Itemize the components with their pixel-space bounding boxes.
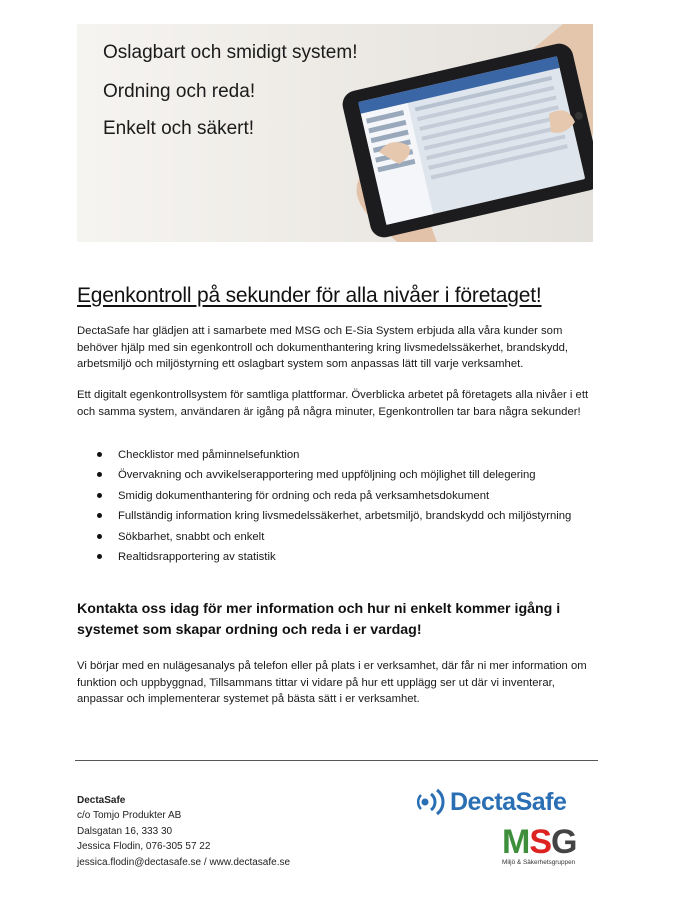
bullet-icon	[97, 554, 102, 559]
tablet-in-hands-image	[327, 24, 593, 242]
contact-company: DectaSafe	[77, 795, 126, 806]
intro-paragraph: DectaSafe har glädjen att i samarbete med MSG och E-Sia System erbjuda alla våra kunder som behöver hjälp med sin egenkontroll och dokumenthantering kring livsmedelssäkerhet, brandskydd, arbetsmiljö och miljöstyrning ett oslagbart system som anpassas lätt till varje verksamhet.	[77, 325, 569, 371]
dectasafe-signal-icon	[417, 788, 447, 816]
list-item: Övervakning och avvikelserapportering med uppföljning och möjlighet till delegering	[97, 467, 571, 487]
main-heading: Egenkontroll på sekunder för alla nivåer i företaget!	[77, 284, 542, 307]
list-item: Fullständig information kring livsmedelssäkerhet, arbetsmiljö, brandskydd och miljöstyrning	[97, 508, 571, 528]
hero-line-3: Enkelt och säkert!	[103, 118, 255, 139]
bullet-icon	[97, 534, 102, 539]
dectasafe-wordmark: DectaSafe	[450, 787, 567, 816]
hero-line-1: Oslagbart och smidigt system!	[103, 42, 358, 63]
feature-list	[97, 447, 571, 569]
overview-paragraph: Ett digitalt egenkontrollsystem för samtliga plattformar. Överblicka arbetet på företagets alla nivåer i ett och samma system, användaren är igång på några minuter, Egenkontrollen tar bara några sekunder!	[77, 389, 589, 418]
list-item: Sökbarhet, snabbt och enkelt	[97, 529, 571, 549]
contact-email-web[interactable]: jessica.flodin@dectasafe.se / www.dectasafe.se	[77, 856, 291, 868]
contact-address: Dalsgatan 16, 333 30	[77, 825, 173, 837]
hero-banner	[77, 24, 593, 242]
hero-line-2: Ordning och reda!	[103, 81, 256, 102]
msg-tagline: Miljö & Säkerhetsgruppen	[502, 859, 576, 866]
list-item: Realtidsrapportering av statistik	[97, 549, 571, 569]
process-paragraph: Vi börjar med en nulägesanalys på telefon eller på plats i er verksamhet, där får ni mer information om funktion och uppbyggnad, Tillsammans tittar vi vidare på hur ett upplägg ser ut där vi inventerar, anpassar och implementerar systemet på bästa sätt i er verksamhet.	[77, 660, 587, 706]
contact-person: Jessica Flodin, 076-305 57 22	[77, 841, 211, 853]
footer-divider	[75, 760, 598, 761]
bullet-icon	[97, 452, 102, 457]
dectasafe-logo	[417, 786, 566, 818]
bullet-icon	[97, 472, 102, 477]
msg-wordmark: MSG	[502, 823, 577, 861]
call-to-action: Kontakta oss idag för mer information och hur ni enkelt kommer igång i systemet som skapar ordning och reda i er vardag!	[77, 601, 561, 638]
list-item: Smidig dokumenthantering för ordning och reda på verksamhetsdokument	[97, 488, 571, 508]
list-item: Checklistor med påminnelsefunktion	[97, 447, 571, 467]
bullet-icon	[97, 513, 102, 518]
contact-block	[77, 793, 290, 870]
contact-co: c/o Tomjo Produkter AB	[77, 810, 182, 822]
bullet-icon	[97, 493, 102, 498]
msg-logo	[502, 823, 592, 868]
